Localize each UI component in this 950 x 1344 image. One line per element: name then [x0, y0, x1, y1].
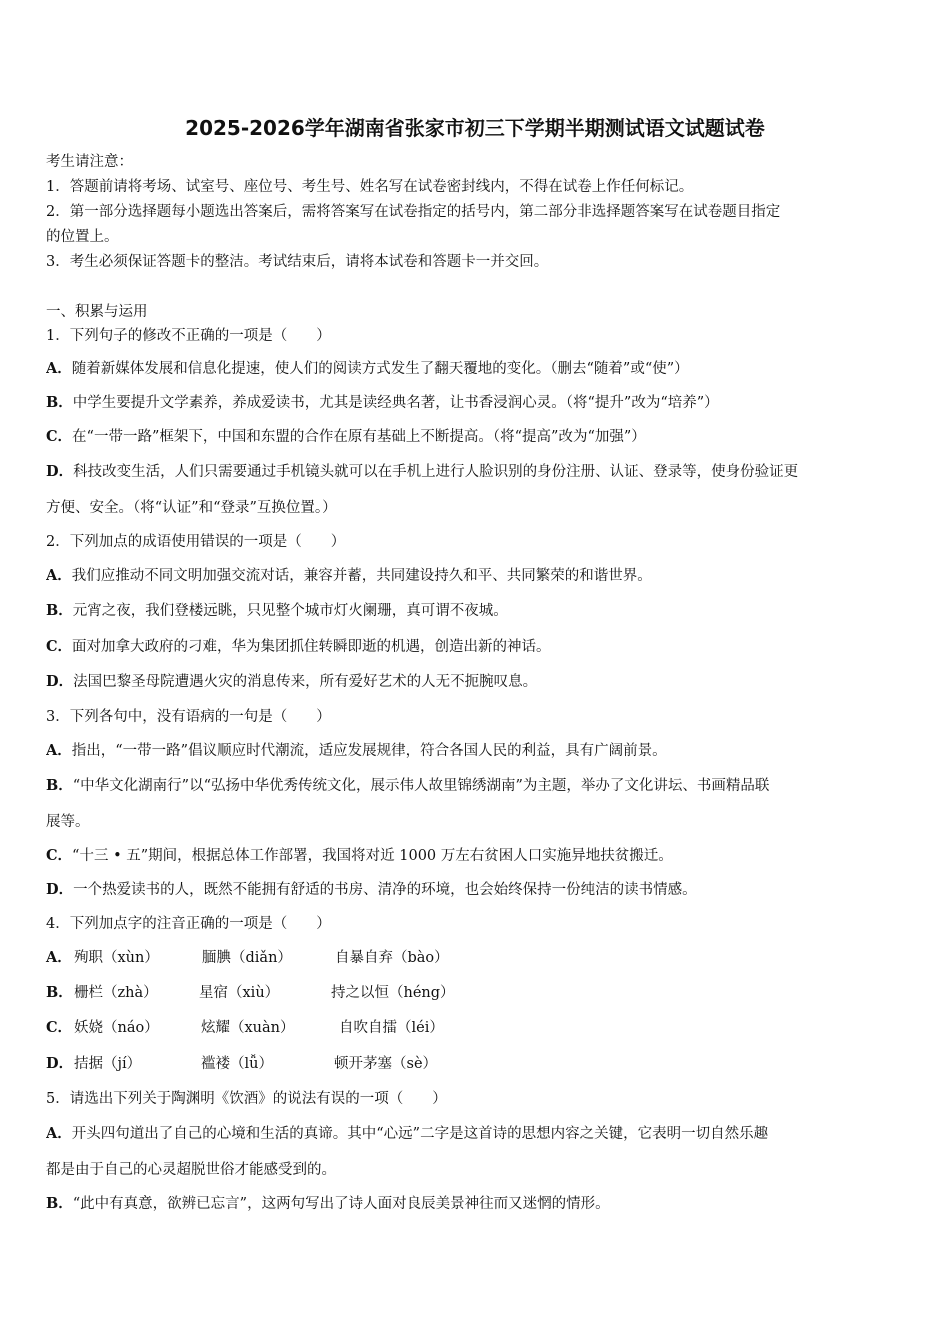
q1-option-d-cont: 方便、安全。（将“认证”和“登录”互换位置。） [46, 500, 337, 516]
option-text: 随着新媒体发展和信息化提速，使人们的阅读方式发生了翻天覆地的变化。（删去“随着”或“使”） [71, 361, 689, 377]
option-label: D． [46, 881, 74, 898]
option-word: 自吹自擂（léi） [339, 1020, 444, 1036]
q3-option-c [46, 846, 908, 866]
option-word: 殉职（xùn） [74, 950, 159, 966]
notice-item-2-cont: 的位置上。 [46, 229, 119, 245]
q5-stem: 5．请选出下列关于陶渊明《饮酒》的说法有误的一项（ ） [46, 1091, 447, 1107]
option-word: 炫耀（xuàn） [201, 1020, 295, 1036]
option-label: B． [46, 602, 73, 619]
q3-option-b-cont: 展等。 [46, 814, 90, 830]
option-text: 开头四句道出了自己的心境和生活的真谛。其中“心远”二字是这首诗的思想内容之关键，它表明一切自然乐趣 [71, 1126, 769, 1142]
option-text: 中学生要提升文学素养，养成爱读书，尤其是读经典名著，让书香浸润心灵。（将“提升”改为“培养”） [72, 395, 719, 411]
option-word: 顿开茅塞（sè） [334, 1056, 438, 1072]
q3-option-b [46, 776, 908, 796]
q2-option-c [46, 637, 908, 657]
option-text: “十三 • 五”期间，根据总体工作部署，我国将对近 1000 万左右贫困人口实施异地扶贫搬迁。 [72, 848, 673, 864]
option-text: 在“一带一路”框架下，中国和东盟的合作在原有基础上不断提高。（将“提高”改为“加强”） [72, 429, 646, 445]
option-word: 星宿（xiù） [199, 985, 280, 1001]
q2-option-d [46, 672, 908, 692]
option-text: 指出，“一带一路”倡议顺应时代潮流，适应发展规律，符合各国人民的利益，具有广阔前景。 [71, 743, 667, 759]
option-text: 面对加拿大政府的刁难，华为集团抓住转瞬即逝的机遇，创造出新的神话。 [72, 639, 551, 655]
option-label: D． [46, 1055, 74, 1072]
option-label: B． [46, 1195, 73, 1212]
option-word: 妖娆（náo） [74, 1020, 159, 1036]
q1-option-a [46, 359, 908, 379]
notice-item-1: 1．答题前请将考场、试室号、座位号、考生号、姓名写在试卷密封线内，不得在试卷上作任何标记。 [46, 179, 694, 195]
q1-option-c [46, 427, 908, 447]
q3-stem: 3．下列各句中，没有语病的一句是（ ） [46, 709, 331, 725]
option-label: A． [46, 360, 72, 377]
option-label: B． [46, 777, 73, 794]
q1-option-d [46, 462, 908, 482]
page-title: 2025-2026学年湖南省张家市初三下学期半期测试语文试题试卷 [185, 116, 765, 140]
q4-stem: 4．下列加点字的注音正确的一项是（ ） [46, 916, 331, 932]
q2-option-b [46, 601, 908, 621]
option-label: B． [46, 394, 73, 411]
option-text: “此中有真意，欲辨已忘言”，这两句写出了诗人面对良辰美景神往而又迷惘的情形。 [72, 1196, 610, 1212]
section-heading: 一、积累与运用 [46, 304, 148, 320]
option-word: 持之以恒（héng） [331, 985, 455, 1001]
option-label: C． [46, 1019, 73, 1036]
q4-option-a [46, 948, 449, 968]
option-label: B． [46, 984, 73, 1001]
q5-option-b [46, 1194, 908, 1214]
q4-option-d [46, 1054, 437, 1074]
option-label: A． [46, 742, 72, 759]
notice-item-2: 2．第一部分选择题每小题选出答案后，需将答案写在试卷指定的括号内，第二部分非选择题答案写在试卷题目指定 [46, 204, 781, 220]
option-label: D． [46, 463, 74, 480]
notice-heading: 考生请注意： [46, 154, 133, 170]
option-word: 褴褛（lǚ） [201, 1056, 273, 1072]
q2-stem: 2．下列加点的成语使用错误的一项是（ ） [46, 534, 346, 550]
option-label: A． [46, 949, 72, 966]
notice-item-3: 3．考生必须保证答题卡的整洁。考试结束后，请将本试卷和答题卡一并交回。 [46, 254, 549, 270]
option-word: 腼腆（diǎn） [202, 950, 292, 966]
option-label: C． [46, 638, 73, 655]
option-text: 元宵之夜，我们登楼远眺，只见整个城市灯火阑珊，真可谓不夜城。 [72, 603, 508, 619]
q3-option-a [46, 741, 908, 761]
option-text: 科技改变生活，人们只需要通过手机镜头就可以在手机上进行人脸识别的身份注册、认证、登录等，使身份验证更 [73, 464, 799, 480]
option-text: “中华文化湖南行”以“弘扬中华优秀传统文化，展示伟人故里锦绣湖南”为主题，举办了文化讲坛、书画精品联 [72, 778, 770, 794]
option-word: 栅栏（zhà） [74, 985, 158, 1001]
option-word: 自暴自弃（bào） [335, 950, 449, 966]
q5-option-a-cont: 都是由于自己的心灵超脱世俗才能感受到的。 [46, 1162, 336, 1178]
option-text: 一个热爱读书的人，既然不能拥有舒适的书房、清净的环境，也会始终保持一份纯洁的读书情感。 [73, 882, 697, 898]
option-label: A． [46, 1125, 72, 1142]
q3-option-d [46, 880, 908, 900]
q1-stem: 1．下列句子的修改不正确的一项是（ ） [46, 328, 331, 344]
option-label: D． [46, 673, 74, 690]
option-label: C． [46, 847, 73, 864]
option-text: 我们应推动不同文明加强交流对话，兼容并蓄，共同建设持久和平、共同繁荣的和谐世界。 [71, 568, 652, 584]
q4-option-c [46, 1018, 444, 1038]
option-label: C． [46, 428, 73, 445]
q2-option-a [46, 566, 908, 586]
option-word: 拮据（jí） [74, 1056, 142, 1072]
q4-option-b [46, 983, 455, 1003]
q5-option-a [46, 1124, 908, 1144]
q1-option-b [46, 393, 908, 413]
option-text: 法国巴黎圣母院遭遇火灾的消息传来，所有爱好艺术的人无不扼腕叹息。 [73, 674, 538, 690]
option-label: A． [46, 567, 72, 584]
